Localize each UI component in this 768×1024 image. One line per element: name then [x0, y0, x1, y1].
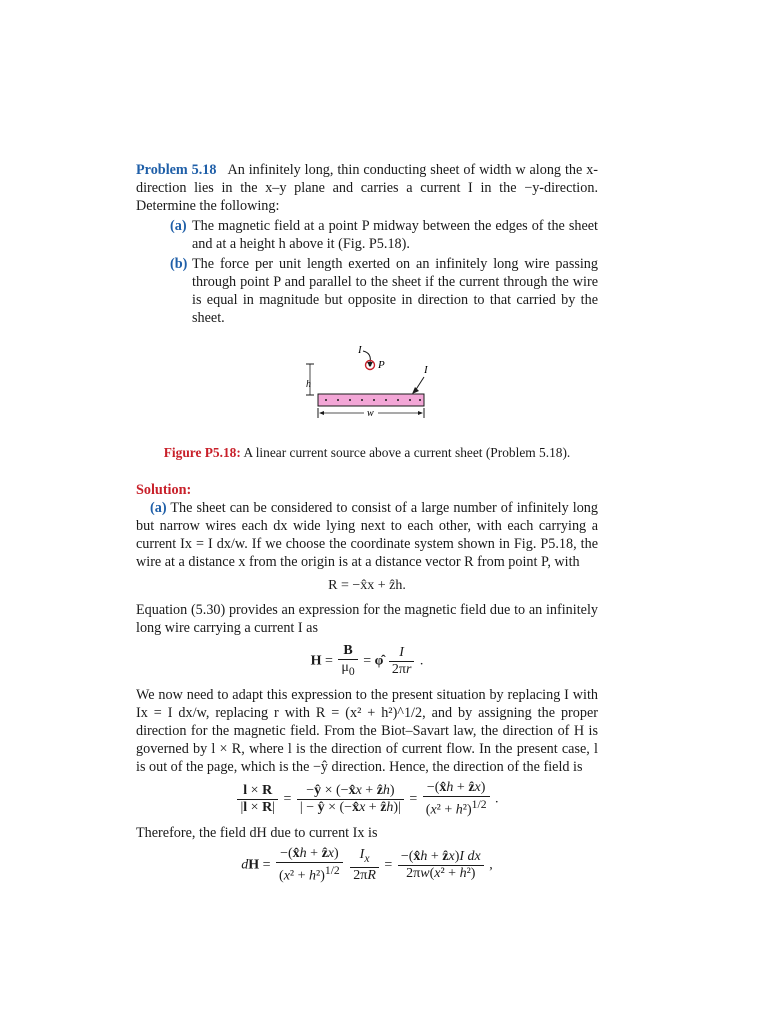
- solution-part-a-tag: (a): [150, 500, 167, 516]
- equation-direction: $\frac{l \times R}{|l \times R|}$ = $\frac{\text{−ŷ × (−x̂x + ẑh)}}{\text{| − ŷ × (−x̂x + ẑh)|}}$ = $\frac{\text{−(x̂h + ẑx)}}{(x^2 + h^2)^{1/2}}$ .: [136, 780, 598, 819]
- part-b-text: The force per unit length exerted on an infinitely long wire passing through point P and parallel to the sheet if the current through the wire is equal in magnitude but opposite in direction to that carried by the sheet.: [192, 256, 598, 326]
- problem-part-b: [170, 255, 598, 327]
- solution-paragraph-1: [136, 499, 598, 571]
- problem-parts: [170, 217, 598, 327]
- width-arrow-left: [319, 411, 324, 415]
- label-I-top: I: [358, 344, 362, 356]
- equation-R: R = −x̂x + ẑh.: [328, 578, 406, 593]
- problem-text: An infinitely long, thin conducting sheet of width w along the x-direction lies in the x–y plane and carries a current I in the −y-direction. Determine the following:: [136, 162, 599, 214]
- point-p-dot: [369, 364, 372, 367]
- current-sheet: [318, 394, 424, 406]
- label-I-right: I: [424, 364, 428, 376]
- figure-caption: [136, 444, 598, 461]
- current-pointer-head: [412, 387, 419, 394]
- figure-diagram: [136, 339, 598, 441]
- solution-paragraph-4: Therefore, the field dH due to current Ix is: [136, 825, 378, 842]
- part-b-tag: (b): [170, 256, 188, 272]
- problem-part-a: [170, 217, 598, 253]
- equation-dH: dH = $\frac{\text{−(x̂h + ẑx)}}{(x^2 + h^2)^{1/2}}$ $\frac{I_x}{2\pi R}$ = $\frac{\text{−(x̂h + ẑx)I dx}}{\text{2πw(x² + h²)}}$ ,: [241, 846, 493, 885]
- solution-paragraph-2: Equation (5.30) provides an expression for the magnetic field due to an infinitely long wire carrying a current I as: [136, 602, 598, 636]
- part-a-tag: (a): [170, 218, 187, 234]
- solution-paragraph-3: We now need to adapt this expression to the present situation by replacing I with Ix = I dx/w, replacing r with R = (x² + h²)^1/2, and by assigning the proper direction for the magnetic field. From the Biot–Savart law, the direction of H is governed by l × R, where l is the direction of current flow. In the present case, l is out of the page, which is the −ŷ direction. Hence, the direction of the field is: [136, 686, 598, 775]
- solution-para1-text: The sheet can be considered to consist of a large number of infinitely long but narrow wires each dx wide lying next to each other, with each carrying a current Ix = I dx/w. If we choose the coordinate system shown in Fig. P5.18, the wire at a distance x from the origin is at a distance vector R from point P, with: [136, 500, 598, 570]
- label-w: w: [367, 408, 374, 419]
- figure-caption-text: A linear current source above a current sheet (Problem 5.18).: [243, 445, 571, 460]
- equation-H: H = $\frac{B}{\mu_0}$ = φ̂ $\frac{I}{2\pi r}$ .: [310, 643, 424, 678]
- width-arrow-right: [418, 411, 423, 415]
- label-h: h: [306, 379, 311, 390]
- page-content: [136, 161, 598, 891]
- part-a-text: The magnetic field at a point P midway between the edges of the sheet and at a height h above it (Fig. P5.18).: [192, 218, 598, 252]
- problem-statement: [136, 161, 598, 215]
- problem-label: Problem 5.18: [136, 162, 217, 178]
- figure-caption-label: Figure P5.18:: [163, 445, 241, 460]
- solution-heading: Solution:: [136, 482, 192, 498]
- figure-p5-18: [136, 339, 598, 441]
- label-P: P: [378, 359, 385, 371]
